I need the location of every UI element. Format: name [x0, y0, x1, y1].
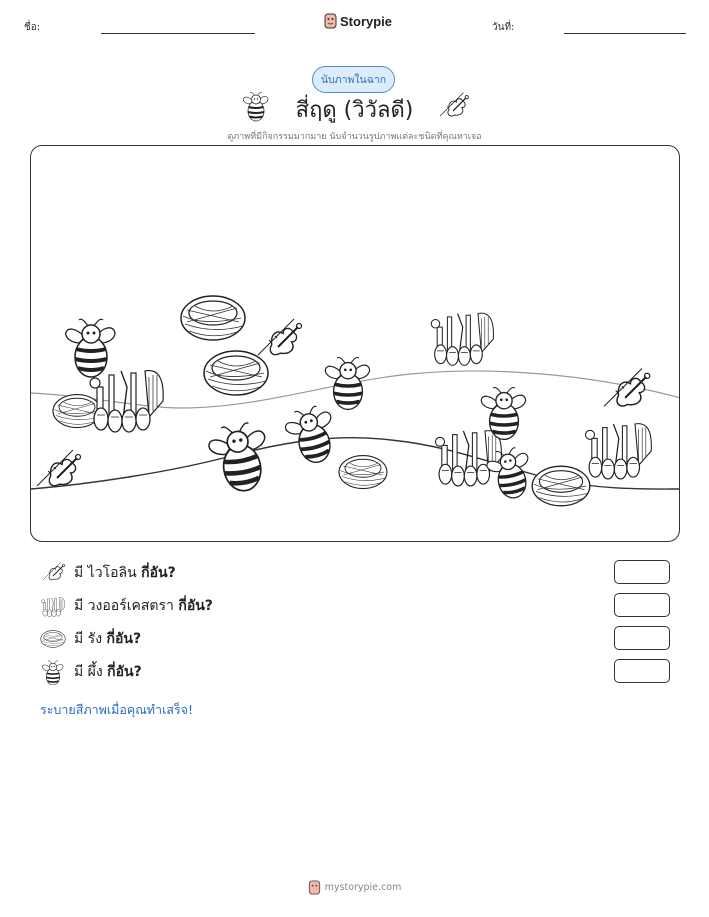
orchestra-3 [436, 431, 502, 486]
bee-4 [282, 403, 341, 468]
violin-icon [436, 90, 470, 124]
question-text-violin: มี ไวโอลิน กี่อัน? [74, 565, 176, 581]
nest-4 [339, 456, 387, 489]
name-field[interactable] [101, 33, 255, 34]
bee-3 [206, 420, 273, 495]
question-row-orchestra [40, 593, 670, 619]
orchestra-1 [90, 371, 163, 432]
question-row-bee [40, 659, 670, 685]
storypie-logo [324, 13, 392, 29]
bee-icon [40, 659, 66, 685]
scene-illustration [31, 146, 680, 542]
orchestra-2 [431, 313, 493, 365]
answer-box-bee[interactable] [614, 659, 670, 683]
coloring-instruction: ระบายสีภาพเมื่อคุณทำเสร็จ! [40, 702, 194, 717]
orchestra-icon [40, 593, 66, 619]
counting-scene [30, 145, 680, 542]
question-text-bee: มี ผึ้ง กี่อัน? [74, 664, 142, 680]
question-row-violin [40, 560, 670, 586]
nest-2 [204, 351, 268, 395]
name-label: ชื่อ: [24, 22, 41, 33]
violin-1 [258, 319, 302, 362]
question-text-nest: มี รัง กี่อัน? [74, 631, 142, 647]
mascot-icon [324, 13, 337, 29]
nest-5 [532, 466, 590, 506]
footer [0, 880, 709, 895]
footer-url[interactable]: mystorypie.com [324, 882, 402, 893]
date-label: วันที่: [492, 22, 515, 33]
answer-box-orchestra[interactable] [614, 593, 670, 617]
bee-2 [325, 357, 369, 409]
answer-box-violin[interactable] [614, 560, 670, 584]
violin-3 [604, 369, 650, 414]
question-row-nest [40, 626, 670, 652]
nest-1 [181, 296, 245, 340]
violin-icon [40, 560, 66, 586]
orchestra-4 [586, 424, 652, 479]
answer-box-nest[interactable] [614, 626, 670, 650]
page-title: สี่ฤดู (วิวัลดี) [295, 98, 414, 123]
date-field[interactable] [564, 33, 686, 34]
instructions-subtitle: ดูภาพที่มีกิจกรรมมากมาย นับจำนวนรูปภาพแต่ละชนิดที่คุณหาเจอ [227, 132, 482, 142]
nest-icon [40, 626, 66, 652]
mascot-icon [308, 880, 321, 895]
brand-name: Storypie [340, 13, 393, 29]
bee-1 [66, 319, 115, 377]
question-text-orchestra: มี วงออร์เคสตรา กี่อัน? [74, 598, 213, 614]
activity-badge: นับภาพในฉาก [312, 66, 395, 93]
